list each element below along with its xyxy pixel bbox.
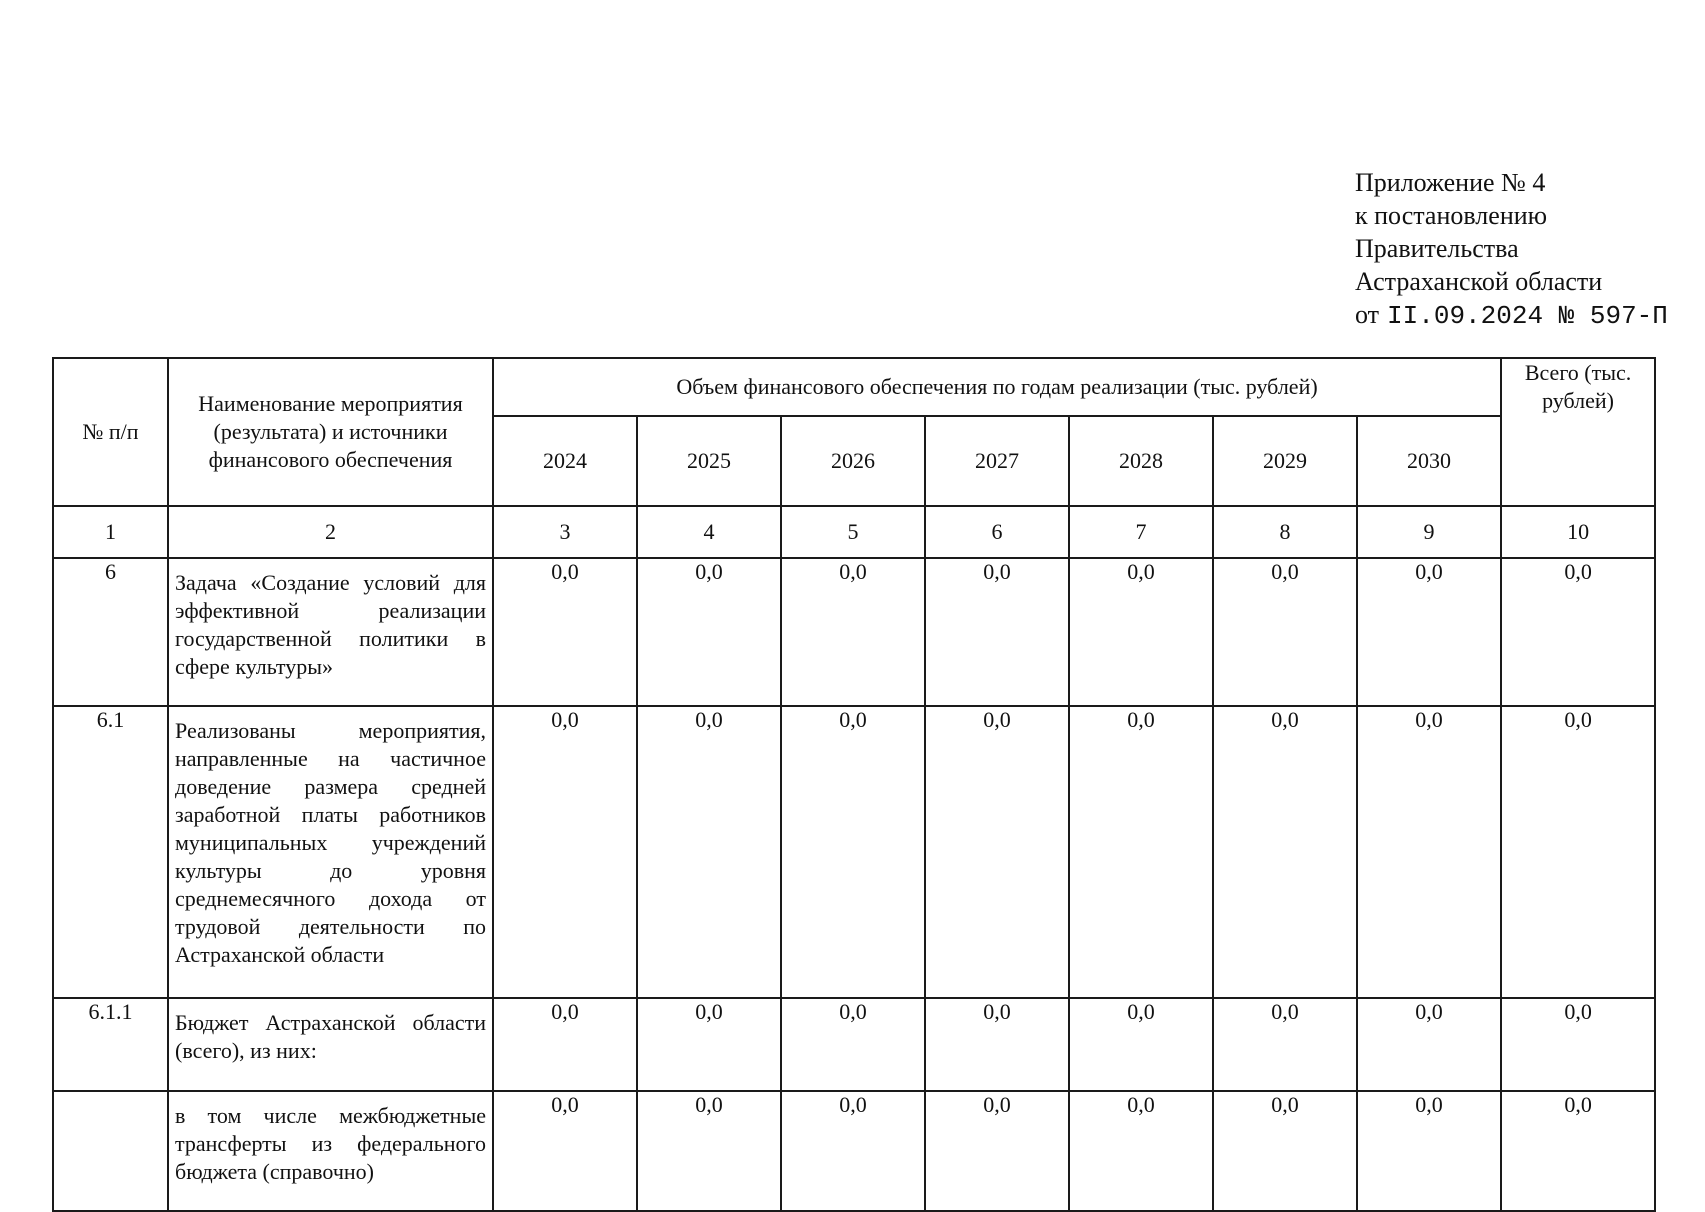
column-number: 6 [925,506,1069,558]
total-cell: 0,0 [1501,1091,1655,1211]
appendix-title: Приложение № 4 [1355,168,1546,197]
column-number: 3 [493,506,637,558]
row-name: Задача «Создание условий для эффективной реализации государственной политики в сфере культуры» [168,558,493,706]
total-cell: 0,0 [1501,998,1655,1091]
value-cell: 0,0 [781,998,925,1091]
header-number: № п/п [53,358,168,506]
appendix-line-government: Правительства [1355,234,1519,263]
value-cell: 0,0 [493,998,637,1091]
row-name: Реализованы мероприятия, направленные на частичное доведение размера средней заработной платы работников муниципальных учреждений культуры до уровня среднемесячного дохода от трудовой деятельности по Астраханской области [168,706,493,998]
value-cell: 0,0 [925,998,1069,1091]
value-cell: 0,0 [637,706,781,998]
column-numbers-row [53,506,1655,558]
value-cell: 0,0 [925,1091,1069,1211]
column-number: 7 [1069,506,1213,558]
header-year: 2024 [493,416,637,506]
appendix-date-prefix: от [1355,300,1380,329]
value-cell: 0,0 [925,558,1069,706]
header-year: 2029 [1213,416,1357,506]
column-number: 2 [168,506,493,558]
value-cell: 0,0 [1069,706,1213,998]
value-cell: 0,0 [637,1091,781,1211]
appendix-line-resolution: к постановлению [1355,201,1548,230]
appendix-line-date [1355,298,1668,333]
column-number: 9 [1357,506,1501,558]
row-number [53,1091,168,1211]
header-total: Всего (тыс. рублей) [1501,358,1655,506]
value-cell: 0,0 [925,706,1069,998]
value-cell: 0,0 [1213,706,1357,998]
header-year: 2027 [925,416,1069,506]
appendix-date-stamp: II.09.2024 № 597-П [1387,301,1668,331]
header-year: 2030 [1357,416,1501,506]
appendix-line-region: Астраханской области [1355,267,1603,296]
table-row [53,1091,1655,1211]
value-cell: 0,0 [1069,558,1213,706]
value-cell: 0,0 [1357,1091,1501,1211]
value-cell: 0,0 [637,998,781,1091]
column-number: 4 [637,506,781,558]
value-cell: 0,0 [1213,998,1357,1091]
row-name: Бюджет Астраханской области (всего), из них: [168,998,493,1091]
table-row [53,998,1655,1091]
column-number: 5 [781,506,925,558]
header-year: 2028 [1069,416,1213,506]
header-year: 2025 [637,416,781,506]
table-row [53,558,1655,706]
header-year: 2026 [781,416,925,506]
row-number: 6 [53,558,168,706]
row-number: 6.1 [53,706,168,998]
header-row [53,358,1655,416]
funding-table [52,357,1656,1212]
value-cell: 0,0 [1213,558,1357,706]
column-number: 10 [1501,506,1655,558]
row-name: в том числе межбюджетные трансферты из федерального бюджета (справочно) [168,1091,493,1211]
total-cell: 0,0 [1501,558,1655,706]
value-cell: 0,0 [1357,558,1501,706]
value-cell: 0,0 [493,706,637,998]
header-funding-by-year: Объем финансового обеспечения по годам реализации (тыс. рублей) [493,358,1501,416]
value-cell: 0,0 [493,1091,637,1211]
value-cell: 0,0 [781,1091,925,1211]
value-cell: 0,0 [493,558,637,706]
value-cell: 0,0 [781,558,925,706]
value-cell: 0,0 [1357,706,1501,998]
column-number: 1 [53,506,168,558]
value-cell: 0,0 [1213,1091,1357,1211]
row-number: 6.1.1 [53,998,168,1091]
value-cell: 0,0 [1069,998,1213,1091]
header-name: Наименование мероприятия (результата) и источники финансового обеспечения [168,358,493,506]
value-cell: 0,0 [1069,1091,1213,1211]
column-number: 8 [1213,506,1357,558]
value-cell: 0,0 [637,558,781,706]
table-row [53,706,1655,998]
appendix-block [1355,166,1668,333]
value-cell: 0,0 [1357,998,1501,1091]
value-cell: 0,0 [781,706,925,998]
total-cell: 0,0 [1501,706,1655,998]
